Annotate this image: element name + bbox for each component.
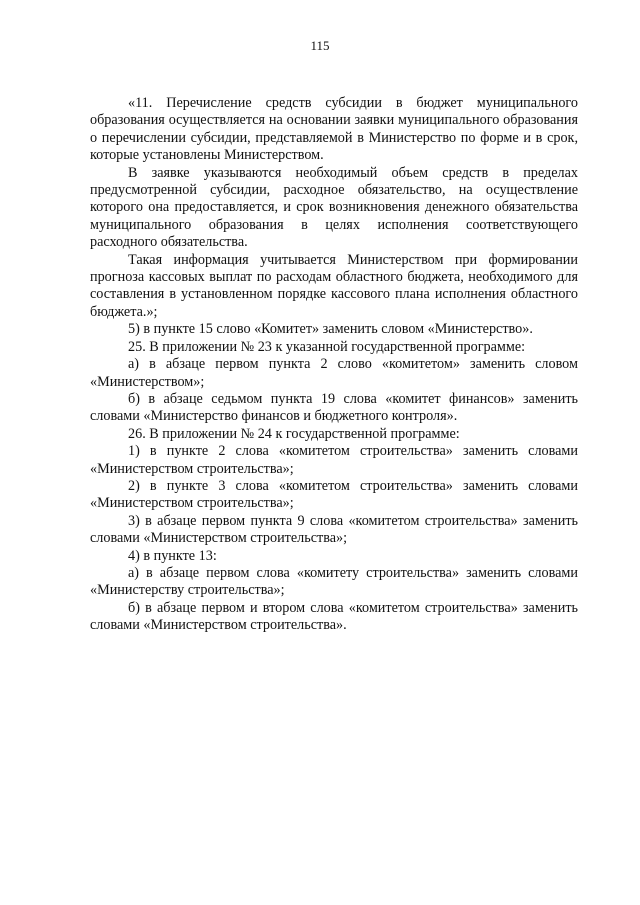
paragraph-item-26-1: 1) в пункте 2 слова «комитетом строительства» заменить словами «Министерством строительства»; (90, 443, 578, 477)
paragraph-item-26-3: 3) в абзаце первом пункта 9 слова «комитетом строительства» заменить словами «Министерством строительства»; (90, 512, 578, 547)
paragraph-subsidy-transfer: «11. Перечисление средств субсидии в бюджет муниципального образования осуществляется на основании заявки муниципального образования о перечислении субсидии, представляемой в Министерство по форме и в срок, которые установлены Министерством. (90, 95, 578, 164)
page-number: 115 (310, 38, 330, 53)
paragraph-application-content: В заявке указываются необходимый объем средств в пределах предусмотренной субсидии, расходное обязательство, на осуществление которого она предоставляется, и срок возникновения денежного обязательства муниципального образования в целях исполнения соответствующего расходного обязательства. (90, 164, 578, 251)
paragraph-item-26: 26. В приложении № 24 к государственной программе: (128, 425, 460, 442)
paragraph-cash-forecast: Такая информация учитывается Министерством при формировании прогноза кассовых выплат по расходам областного бюджета, необходимого для составления в установленном порядке кассового плана исполнения областного бюджета.»; (90, 251, 578, 320)
paragraph-item-5: 5) в пункте 15 слово «Комитет» заменить словом «Министерство». (128, 321, 533, 338)
document-body (90, 95, 578, 635)
paragraph-item-26-4b: б) в абзаце первом и втором слова «комитетом строительства» заменить словами «Министерством строительства». (90, 599, 578, 634)
paragraph-item-25b: б) в абзаце седьмом пункта 19 слова «комитет финансов» заменить словами «Министерство финансов и бюджетного контроля». (90, 390, 578, 425)
paragraph-item-26-4: 4) в пункте 13: (128, 547, 217, 564)
paragraph-item-26-2: 2) в пункте 3 слова «комитетом строительства» заменить словами «Министерством строительства»; (90, 477, 578, 512)
paragraph-item-25a: а) в абзаце первом пункта 2 слово «комитетом» заменить словом «Министерством»; (90, 356, 578, 390)
paragraph-item-25: 25. В приложении № 23 к указанной государственной программе: (128, 338, 526, 355)
paragraph-item-26-4a: а) в абзаце первом слова «комитету строительства» заменить словами «Министерству строительства»; (90, 564, 578, 599)
